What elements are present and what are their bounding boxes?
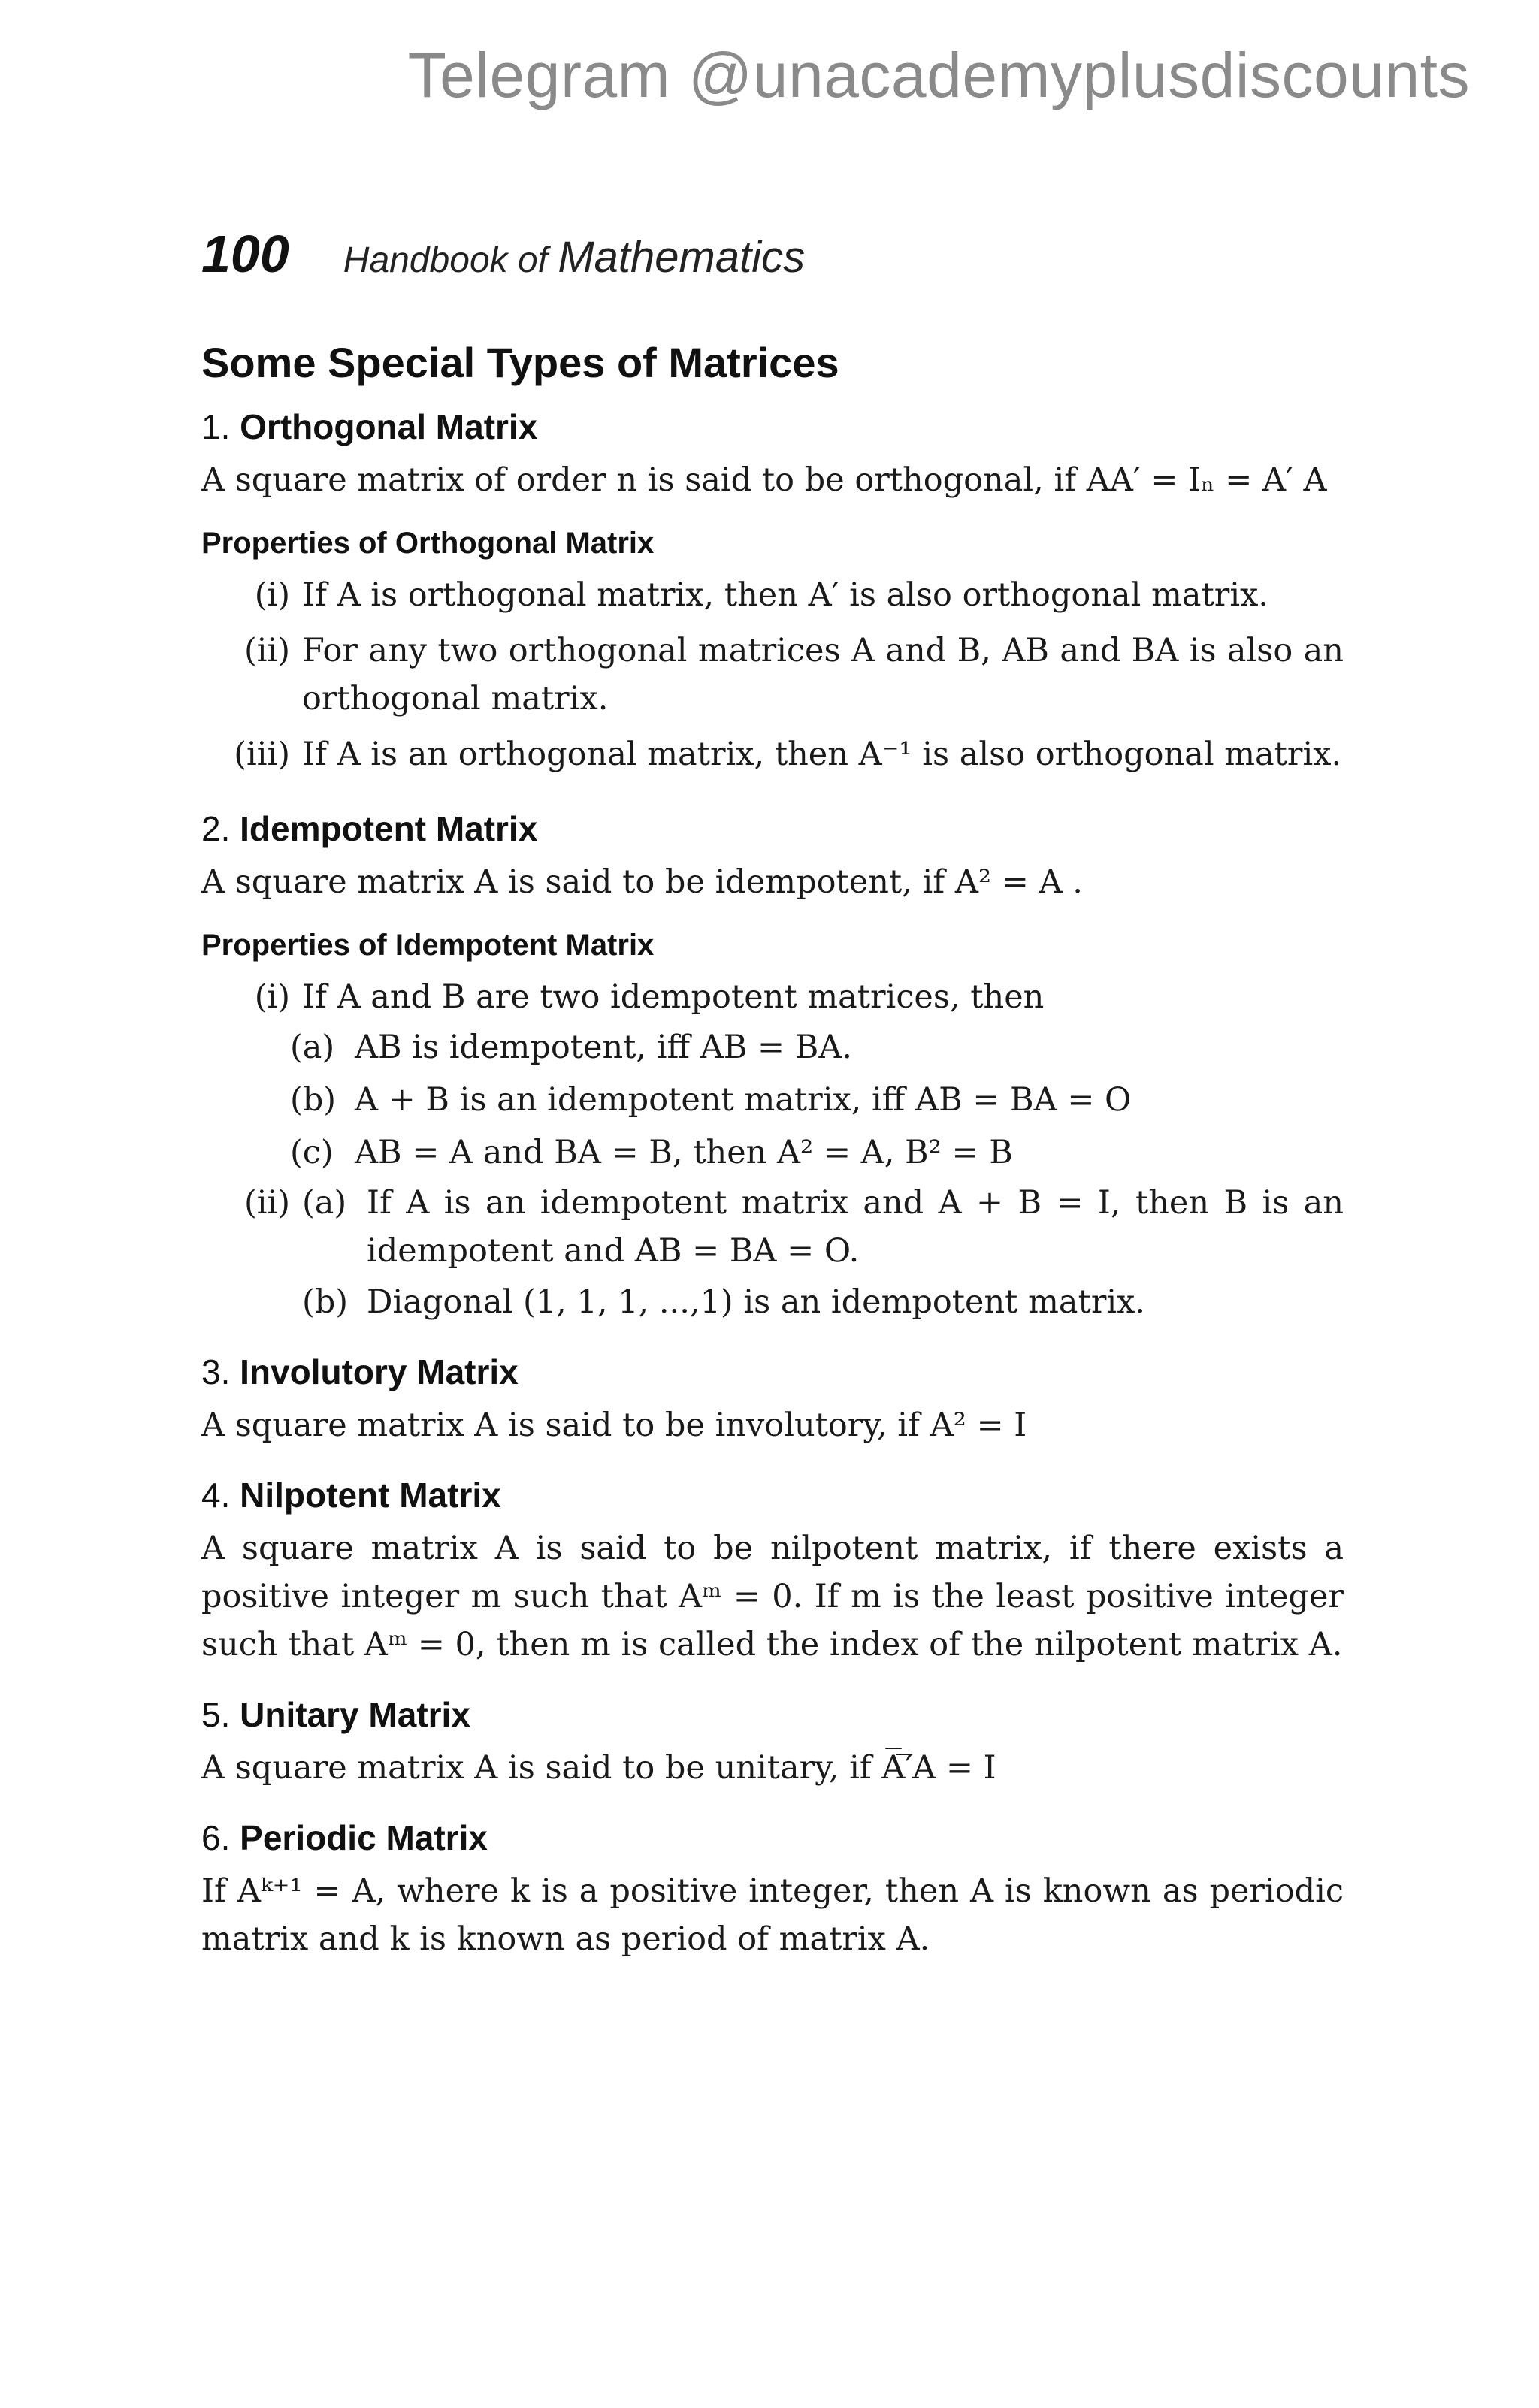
- heading-name: Idempotent Matrix: [240, 809, 538, 848]
- item-label: (i): [254, 978, 290, 1016]
- heading-number: 4.: [201, 1476, 231, 1515]
- item-text: For any two orthogonal matrices A and B, AB and BA is also an orthogonal matrix.: [302, 632, 1344, 718]
- sub-item-text: AB = A and BA = B, then A² = A, B² = B: [355, 1134, 1013, 1171]
- sub-item-text: If A is an idempotent matrix and A + B = I, then B is an idempotent and AB = BA = O.: [367, 1184, 1344, 1270]
- item-text: [302, 1179, 1344, 1326]
- orthogonal-definition: A square matrix of order n is said to be orthogonal, if AA′ = Iₙ = A′ A: [201, 461, 1327, 499]
- sub-item: [302, 1278, 1344, 1326]
- item-label: (iii): [234, 736, 290, 773]
- sub-item-label: (a): [302, 1184, 347, 1222]
- sub-item: [201, 1021, 1344, 1074]
- sub-item: [201, 1074, 1344, 1126]
- nilpotent-definition: A square matrix A is said to be nilpotent matrix, if there exists a positive integer m such that Aᵐ = 0. If m is the least positive integer such that Aᵐ = 0, then m is called the index of the nilpotent matrix A.: [201, 1530, 1344, 1663]
- orthogonal-properties-title: Properties of Orthogonal Matrix: [201, 527, 655, 560]
- book-title-prefix: Handbook of: [343, 240, 558, 280]
- sub-item-label: (b): [302, 1283, 349, 1321]
- book-title: [343, 232, 805, 282]
- heading-idempotent-matrix: [201, 808, 1344, 849]
- heading-nilpotent-matrix: [201, 1475, 1344, 1515]
- heading-unitary-matrix: [201, 1694, 1344, 1735]
- list-item: [201, 730, 1344, 778]
- sub-item-text: A + B is an idempotent matrix, iff AB = BA = O: [355, 1081, 1132, 1119]
- heading-name: Unitary Matrix: [240, 1695, 470, 1734]
- main-content: [201, 338, 1344, 1963]
- heading-name: Involutory Matrix: [240, 1352, 519, 1391]
- sub-item: [201, 1126, 1344, 1179]
- heading-periodic-matrix: [201, 1817, 1344, 1858]
- sub-item-label: (c): [290, 1134, 334, 1171]
- page-number: 100: [201, 225, 289, 283]
- list-item: [201, 1179, 1344, 1326]
- running-head: [201, 224, 805, 284]
- item-label: (ii): [243, 1184, 290, 1222]
- list-item: [201, 627, 1344, 723]
- sub-item-label: (a): [290, 1029, 335, 1066]
- involutory-definition: A square matrix A is said to be involutory, if A² = I: [201, 1406, 1027, 1444]
- book-title-subject: Mathematics: [558, 233, 806, 282]
- list-item: [201, 973, 1344, 1021]
- item-text: If A is orthogonal matrix, then A′ is also orthogonal matrix.: [302, 576, 1268, 614]
- item-label: (i): [254, 576, 290, 614]
- heading-orthogonal-matrix: [201, 406, 1344, 447]
- heading-number: 3.: [201, 1352, 231, 1391]
- heading-involutory-matrix: [201, 1352, 1344, 1392]
- sub-item-text: AB is idempotent, iff AB = BA.: [355, 1029, 853, 1066]
- section-title: Some Special Types of Matrices: [201, 339, 839, 386]
- heading-number: 6.: [201, 1818, 231, 1857]
- periodic-definition: If Aᵏ⁺¹ = A, where k is a positive integer, then A is known as periodic matrix and k is known as period of matrix A.: [201, 1872, 1344, 1958]
- heading-number: 1.: [201, 407, 231, 446]
- item-text: If A and B are two idempotent matrices, then: [302, 978, 1045, 1016]
- item-label: (ii): [243, 632, 290, 669]
- heading-number: 5.: [201, 1695, 231, 1734]
- sub-item-label: (b): [290, 1081, 337, 1119]
- list-item: [201, 571, 1344, 619]
- heading-number: 2.: [201, 809, 231, 848]
- idempotent-properties-title: Properties of Idempotent Matrix: [201, 929, 655, 962]
- heading-name: Orthogonal Matrix: [240, 407, 538, 446]
- unitary-definition: A square matrix A is said to be unitary, if A̅′̅A = I: [201, 1749, 996, 1787]
- watermark: Telegram @unacademyplusdiscounts: [407, 40, 1470, 110]
- sub-item: [302, 1179, 1344, 1275]
- heading-name: Nilpotent Matrix: [240, 1476, 501, 1515]
- idempotent-definition: A square matrix A is said to be idempotent, if A² = A .: [201, 863, 1083, 901]
- heading-name: Periodic Matrix: [240, 1818, 488, 1857]
- sub-item-text: Diagonal (1, 1, 1, ...,1) is an idempotent matrix.: [367, 1283, 1146, 1321]
- item-text: If A is an orthogonal matrix, then A⁻¹ is also orthogonal matrix.: [302, 736, 1342, 773]
